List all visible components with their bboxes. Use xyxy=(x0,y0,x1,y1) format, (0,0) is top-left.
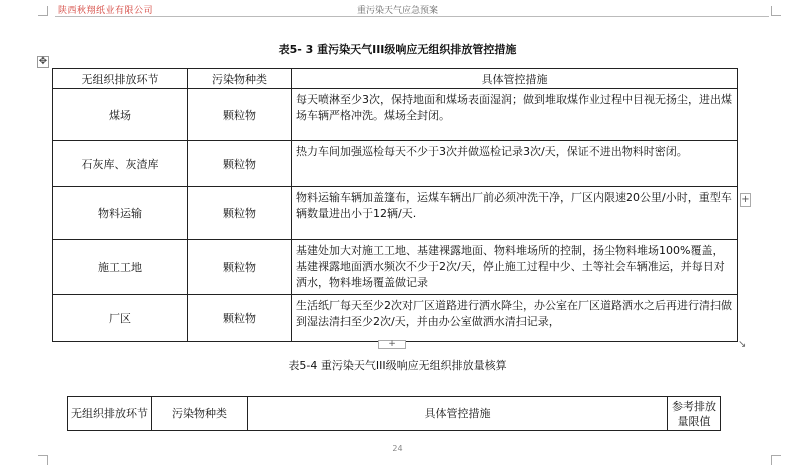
pollutant-cell[interactable]: 颗粒物 xyxy=(188,240,292,295)
header-divider xyxy=(55,16,769,17)
column-header: 污染物种类 xyxy=(188,69,292,89)
column-header: 无组织排放环节 xyxy=(53,69,188,89)
pollutant-cell[interactable]: 颗粒物 xyxy=(188,141,292,187)
table2-caption: 表5-4 重污染天气III级响应无组织排放量核算 xyxy=(288,359,507,372)
table-row xyxy=(53,295,738,342)
pollutant-cell[interactable]: 颗粒物 xyxy=(188,89,292,141)
column-header[interactable]: 无组织排放环节 xyxy=(68,397,152,431)
page-corner-mark xyxy=(771,6,781,16)
column-header: 具体管控措施 xyxy=(292,69,738,89)
pollutant-cell[interactable]: 颗粒物 xyxy=(188,187,292,240)
table-row xyxy=(53,240,738,295)
header-document-title: 重污染天气应急预案 xyxy=(356,6,438,16)
source-cell[interactable]: 石灰库、灰渣库 xyxy=(53,141,188,187)
source-cell[interactable]: 煤场 xyxy=(53,89,188,141)
table-row xyxy=(53,89,738,141)
measure-cell[interactable]: 基建处加大对施工工地、基建裸露地面、物料堆场所的控制，扬尘物料堆场100%覆盖，基建裸露地面洒水频次不少于2次/天，停止施工过程中少、土等社会车辆准运，并每日对洒水，物料堆场覆盖做记录 xyxy=(292,240,738,295)
pollutant-cell[interactable]: 颗粒物 xyxy=(188,295,292,342)
header-company-name: 陕西秋翔纸业有限公司 xyxy=(58,6,154,16)
add-column-icon[interactable]: + xyxy=(741,194,750,205)
column-header[interactable]: 具体管控措施 xyxy=(248,397,668,431)
table-row xyxy=(53,187,738,240)
measure-cell[interactable]: 生活纸厂每天至少2次对厂区道路进行洒水降尘，办公室在厂区道路洒水之后再进行清扫做到湿法清扫至少2次/天，并由办公室做洒水清扫记录， xyxy=(292,295,738,342)
table-row xyxy=(53,141,738,187)
measure-cell[interactable]: 热力车间加强巡检每天不少于3次并做巡检记录3次/天，保证不进出物料时密闭。 xyxy=(292,141,738,187)
source-cell[interactable]: 物料运输 xyxy=(53,187,188,240)
measure-cell[interactable]: 物料运输车辆加盖篷布，运煤车辆出厂前必须冲洗干净，厂区内限速20公里/小时，重型车辆数量进出小于12辆/天. xyxy=(292,187,738,240)
table-header-row xyxy=(53,69,738,89)
table-move-handle-icon[interactable]: ✥ xyxy=(38,56,48,67)
column-header[interactable]: 污染物种类 xyxy=(152,397,248,431)
page-corner-mark xyxy=(38,455,48,465)
table-resize-icon[interactable]: ↘ xyxy=(738,339,747,350)
add-row-icon[interactable]: + xyxy=(378,340,406,349)
emission-accounting-table xyxy=(67,396,721,431)
table1-caption: 表5- 3 重污染天气III级响应无组织排放管控措施 xyxy=(278,43,517,56)
source-cell[interactable]: 厂区 xyxy=(53,295,188,342)
control-measures-table xyxy=(52,68,738,342)
page-number: 24 xyxy=(392,444,403,453)
source-cell[interactable]: 施工工地 xyxy=(53,240,188,295)
column-header[interactable]: 参考排放量限值 xyxy=(668,397,721,431)
measure-cell[interactable]: 每天喷淋至少3次，保持地面和煤场表面湿润；做到堆取煤作业过程中目视无扬尘，进出煤场车辆严格冲洗。煤场全封闭。 xyxy=(292,89,738,141)
page-header xyxy=(0,0,795,18)
page-corner-mark xyxy=(771,455,781,465)
page-corner-mark xyxy=(38,6,48,16)
table-header-row xyxy=(68,397,721,431)
